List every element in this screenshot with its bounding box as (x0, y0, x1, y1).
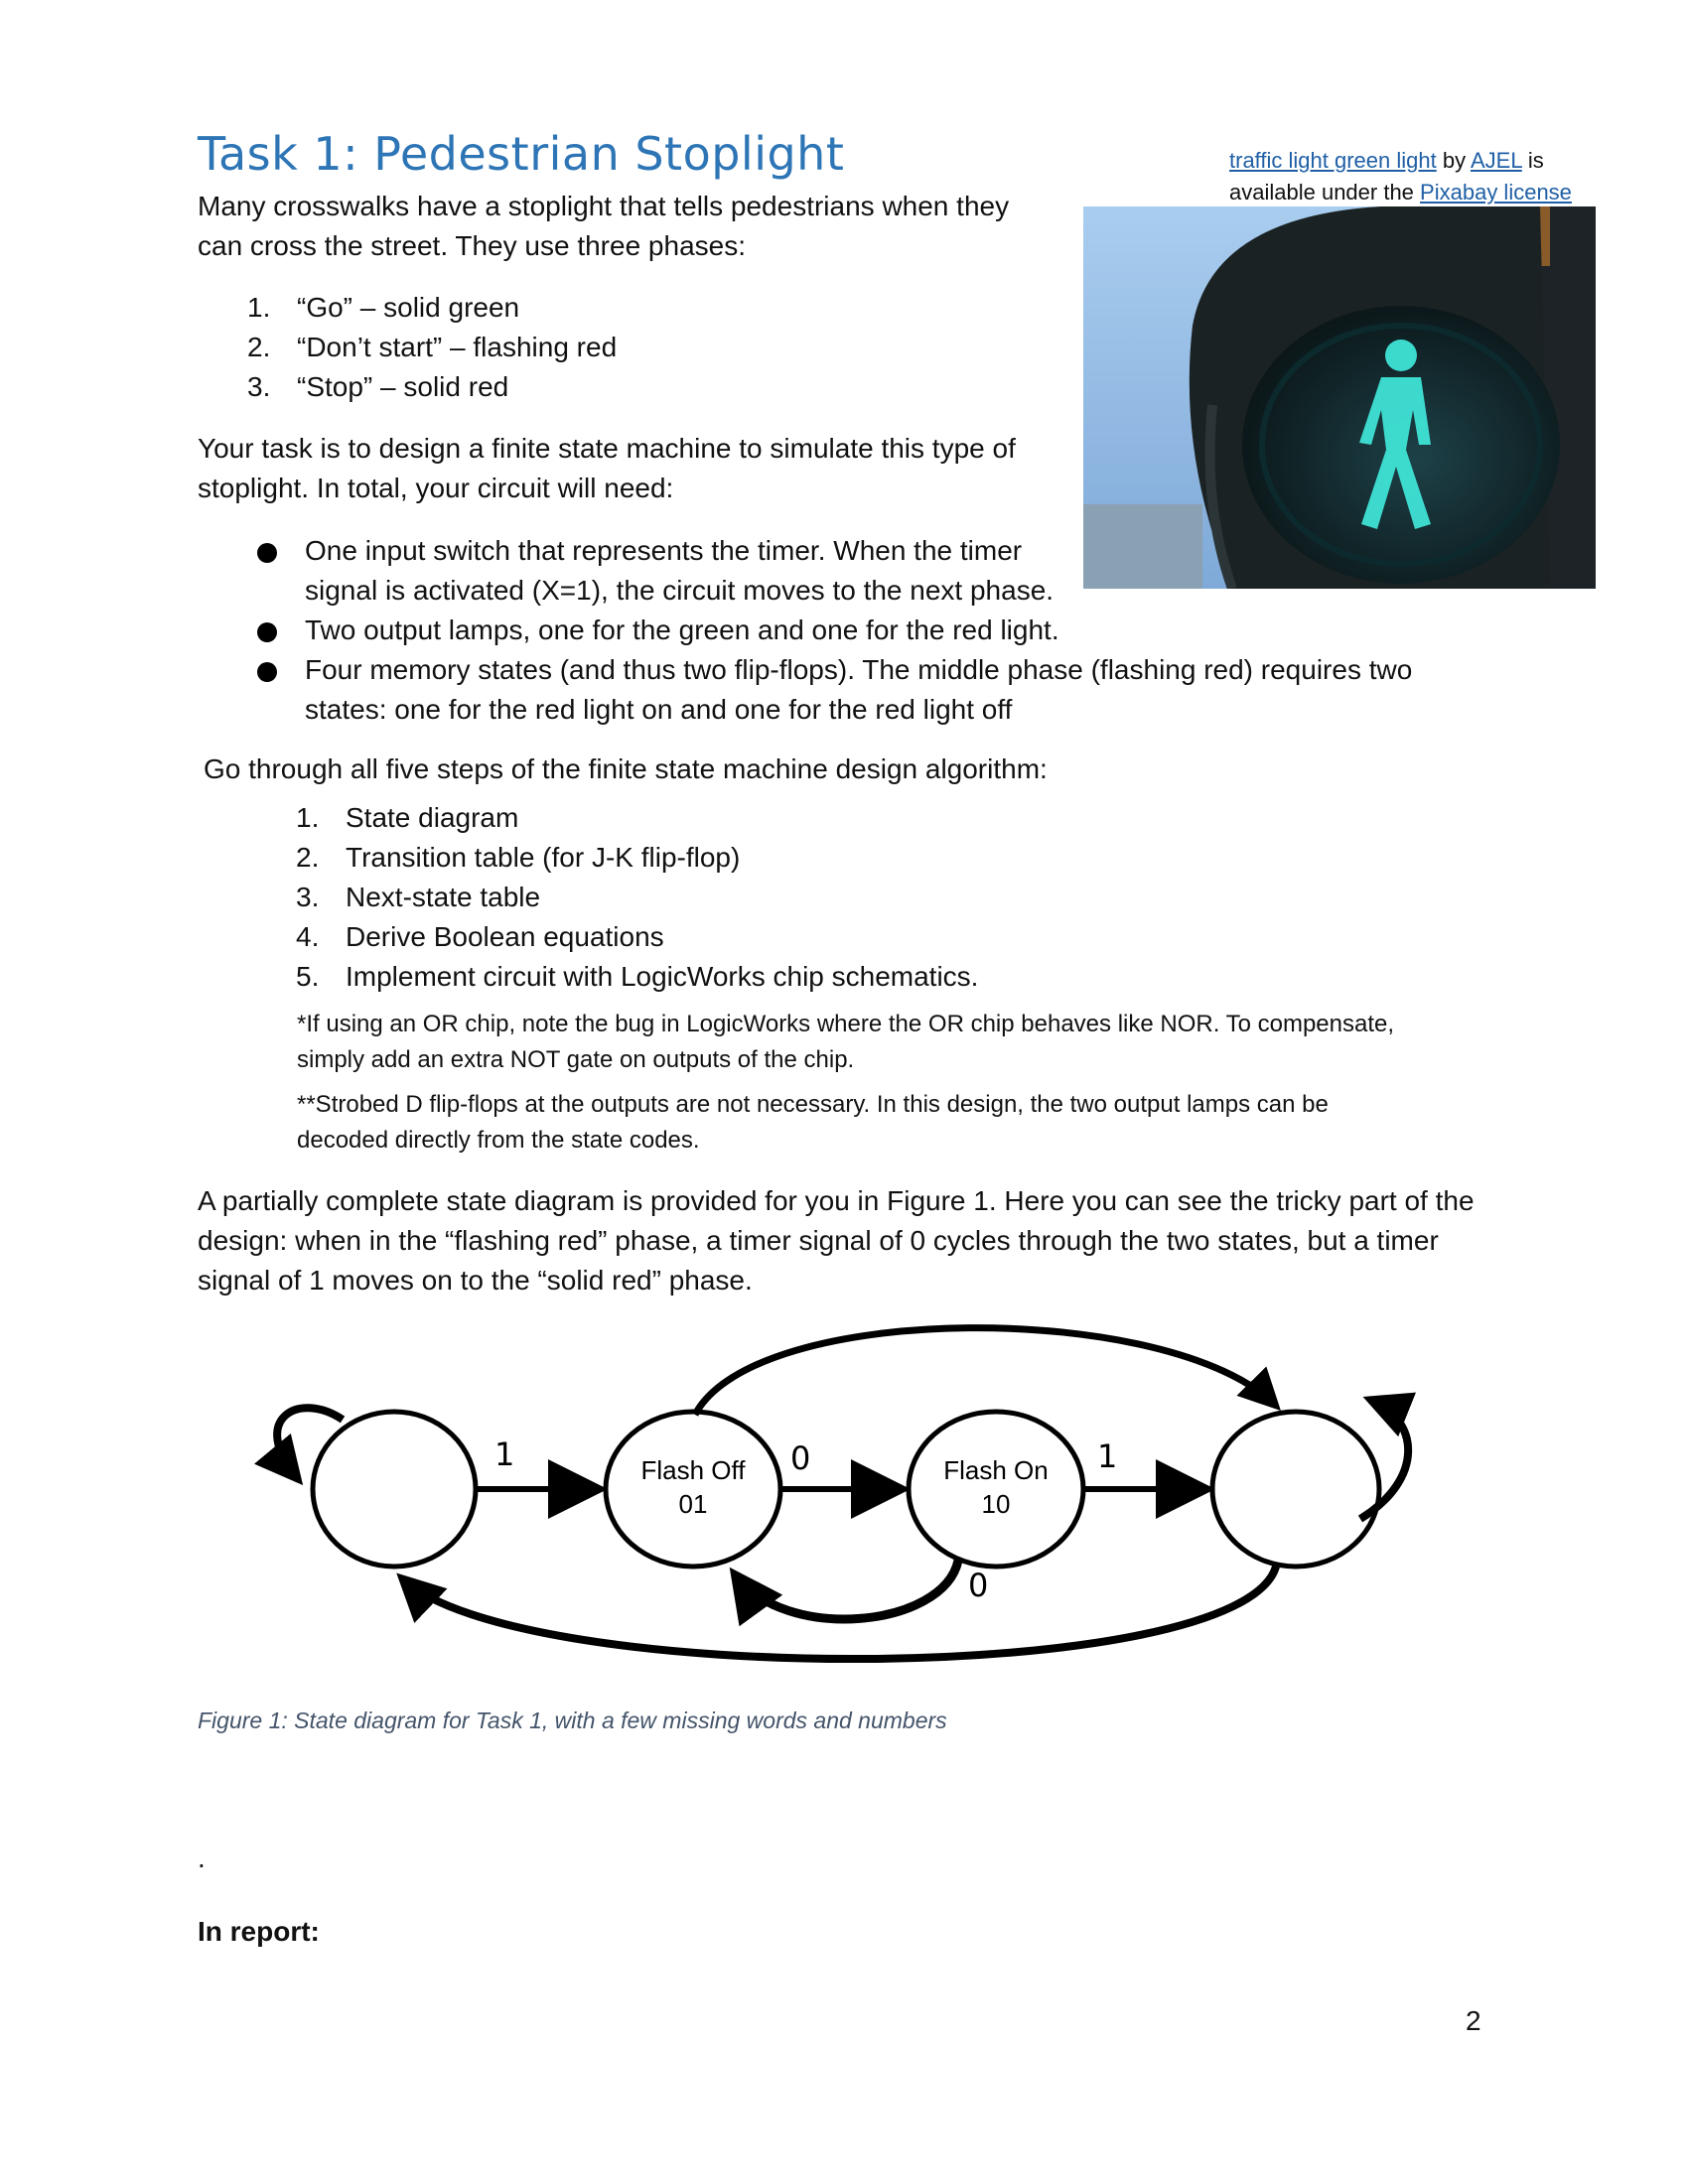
list-item: 4. Derive Boolean equations (296, 921, 664, 952)
list-item: Four memory states (and thus two flip-flops). The middle phase (flashing red) requires two states: one for the red light on and one for the red light off (198, 650, 1412, 730)
task-paragraph (198, 429, 1016, 508)
note-or-chip: *If using an OR chip, note the bug in LogicWorks where the OR chip behaves like NOR. To compensate, simply add an extra NOT gate on outputs of the chip. (297, 1011, 1395, 1073)
credit-is: is (1527, 148, 1544, 173)
bullet-icon (257, 543, 277, 563)
list-item: 1. State diagram (296, 802, 519, 833)
intro-line-2: can cross the street. They use three phases: (198, 230, 747, 261)
stray-period: . (198, 1843, 206, 1873)
edge-s4-s1 (402, 1567, 1276, 1659)
license-link[interactable]: Pixabay license (1420, 180, 1572, 205)
edge-label-s3-s2: 0 (968, 1567, 989, 1604)
state-2-name: Flash Off (640, 1455, 746, 1485)
steps-intro: Go through all five steps of the finite state machine design algorithm: (204, 753, 1048, 784)
edge-s3-s2-loop (735, 1561, 958, 1619)
figure-caption: Figure 1: State diagram for Task 1, with a few missing words and numbers (198, 1707, 947, 1733)
state-2-code: 01 (678, 1489, 708, 1519)
needs-list (198, 531, 1412, 730)
page-title: Task 1: Pedestrian Stoplight (198, 127, 845, 181)
list-item: 2. Transition table (for J-K flip-flop) (296, 842, 741, 873)
task-line-1: Your task is to design a finite state machine to simulate this type of (198, 433, 1016, 464)
phases-list (247, 288, 617, 407)
state-3-code: 10 (981, 1489, 1011, 1519)
edge-s2-s4 (695, 1328, 1276, 1415)
task-line-2: stoplight. In total, your circuit will need: (198, 473, 674, 503)
bullet-icon (257, 622, 277, 642)
credit-available: available under the (1229, 180, 1414, 205)
steps-list (296, 798, 978, 997)
partial-diagram-paragraph: A partially complete state diagram is provided for you in Figure 1. Here you can see the tricky part of the design: when in the “flashing red” phase, a timer signal of 0 cycles through the two states, but a timer signal of 1 moves on to the “solid red” phase. (198, 1185, 1475, 1296)
bullet-icon (257, 662, 277, 682)
list-item: 2. “Don’t start” – flashing red (247, 332, 618, 362)
state-3-name: Flash On (943, 1455, 1049, 1485)
edge-label-s1-s2: 1 (494, 1435, 515, 1473)
list-item: 3. “Stop” – solid red (247, 371, 509, 402)
credit-by: by (1442, 148, 1467, 173)
intro-line-1: Many crosswalks have a stoplight that tells pedestrians when they (198, 191, 1010, 221)
in-report-heading: In report: (198, 1916, 320, 1947)
list-item: Two output lamps, one for the green and one for the red light. (198, 611, 1412, 650)
list-item: 5. Implement circuit with LogicWorks chip schematics. (296, 961, 979, 992)
edge-label-s3-s4: 1 (1097, 1437, 1118, 1475)
author-link[interactable]: AJEL (1471, 148, 1522, 173)
photo-title-link[interactable]: traffic light green light (1229, 148, 1437, 173)
list-item: 1. “Go” – solid green (247, 292, 520, 323)
photo-credit (1229, 145, 1572, 208)
note-strobed-d: **Strobed D flip-flops at the outputs are not necessary. In this design, the two output lamps can be decoded directly from the state codes. (297, 1091, 1329, 1154)
intro-paragraph (198, 187, 1009, 266)
list-item: 3. Next-state table (296, 882, 541, 912)
state-solid-green (313, 1412, 476, 1567)
state-diagram (0, 1291, 1688, 1707)
edge-label-s2-s3: 0 (790, 1439, 811, 1477)
list-item: One input switch that represents the timer. When the timer signal is activated (X=1), the circuit moves to the next phase. (198, 531, 1412, 611)
state-solid-red (1212, 1412, 1379, 1567)
page-number: 2 (1466, 2005, 1481, 2036)
